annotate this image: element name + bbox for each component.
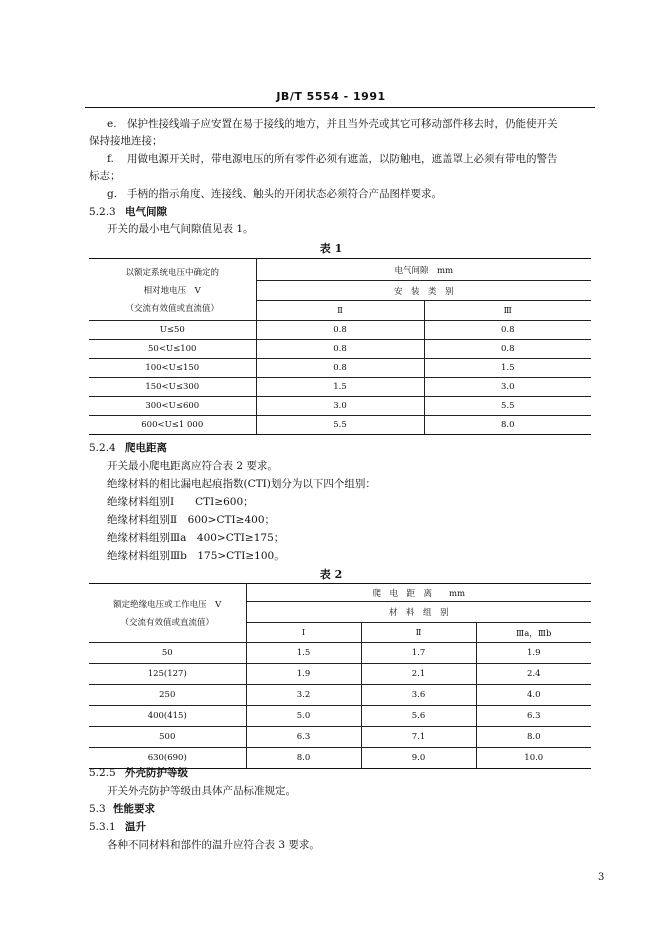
table2-sub-header: 材 料 组 别 bbox=[246, 602, 591, 623]
table2-cell: 2.1 bbox=[361, 664, 476, 685]
section-5-2-4-line6: 绝缘材料组别Ⅲb 175>CTI≥100。 bbox=[107, 550, 285, 562]
section-5-3-1-title: 温升 bbox=[125, 821, 146, 833]
section-5-3-1-text: 各种不同材料和部件的温升应符合表 3 要求。 bbox=[107, 839, 320, 851]
header-rule bbox=[85, 107, 595, 108]
table2-row-header bbox=[89, 584, 246, 643]
section-5-2-3-title: 电气间隙 bbox=[125, 206, 167, 218]
section-5-2-4-line1: 开关最小爬电距离应符合表 2 要求。 bbox=[107, 460, 278, 472]
section-5-2-4-line4: 绝缘材料组别Ⅱ 600>CTI≥400； bbox=[107, 514, 275, 526]
item-e-line2: 保持接地连接； bbox=[89, 135, 163, 147]
table1-caption: 表 1 bbox=[319, 242, 343, 255]
table1-cell: 0.8 bbox=[256, 340, 424, 359]
table2-col-header-ii: Ⅱ bbox=[361, 623, 476, 643]
section-5-2-4-number: 5.2.4 bbox=[89, 442, 116, 454]
table1-cell: 0.8 bbox=[256, 321, 424, 340]
table2 bbox=[89, 583, 591, 769]
table1-group-header: 电气间隙 mm bbox=[256, 259, 591, 281]
table-row bbox=[89, 397, 591, 416]
table1-row-header bbox=[89, 259, 256, 321]
table-row bbox=[89, 643, 591, 664]
table2-cell: 5.0 bbox=[246, 706, 361, 727]
section-5-3-1-number: 5.3.1 bbox=[89, 821, 116, 833]
table1-col-header-iii: Ⅲ bbox=[424, 301, 591, 321]
table2-row-label: 250 bbox=[89, 685, 246, 706]
table2-cell: 1.5 bbox=[246, 643, 361, 664]
table2-row-label: 400(415) bbox=[89, 706, 246, 727]
table1-row-label: 300<U≤600 bbox=[89, 397, 256, 416]
table1-row-header-line3: （交流有效值或直流值） bbox=[125, 303, 219, 314]
table1-cell: 8.0 bbox=[424, 416, 591, 435]
table2-col-header-i: Ⅰ bbox=[246, 623, 361, 643]
table1-row-label: 100<U≤150 bbox=[89, 359, 256, 378]
item-g-label: g. bbox=[107, 188, 118, 200]
table1-row-label: 50<U≤100 bbox=[89, 340, 256, 359]
section-5-2-5-text: 开关外壳防护等级由具体产品标准规定。 bbox=[107, 785, 296, 797]
page-number: 3 bbox=[598, 872, 605, 883]
table1-sub-header: 安 装 类 别 bbox=[256, 281, 591, 301]
table1-cell: 5.5 bbox=[256, 416, 424, 435]
table2-row-label: 50 bbox=[89, 643, 246, 664]
table-row bbox=[89, 685, 591, 706]
table2-row-label: 125(127) bbox=[89, 664, 246, 685]
table1-row-header-line1: 以额定系统电压中确定的 bbox=[125, 267, 219, 278]
table1-cell: 0.8 bbox=[256, 359, 424, 378]
item-f-line1: 用做电源开关时，带电源电压的所有零件必须有遮盖，以防触电，遮盖罩上必须有带电的警告 bbox=[127, 153, 558, 165]
table2-cell: 7.1 bbox=[361, 727, 476, 748]
item-g-line1: 手柄的指示角度、连接线、触头的开闭状态必须符合产品图样要求。 bbox=[127, 188, 442, 200]
table-row bbox=[89, 727, 591, 748]
table2-row-label: 500 bbox=[89, 727, 246, 748]
table2-cell: 3.6 bbox=[361, 685, 476, 706]
table2-cell: 2.4 bbox=[476, 664, 591, 685]
table-row bbox=[89, 378, 591, 397]
table1-row-label: U≤50 bbox=[89, 321, 256, 340]
table1-row-label: 150<U≤300 bbox=[89, 378, 256, 397]
table1-col-header-ii: Ⅱ bbox=[256, 301, 424, 321]
table1-cell: 0.8 bbox=[424, 321, 591, 340]
table-row bbox=[89, 664, 591, 685]
table1-cell: 1.5 bbox=[256, 378, 424, 397]
table2-cell: 10.0 bbox=[476, 748, 591, 769]
table2-cell: 8.0 bbox=[246, 748, 361, 769]
section-5-2-5-title: 外壳防护等级 bbox=[125, 767, 188, 779]
table-row bbox=[89, 321, 591, 340]
table2-cell: 8.0 bbox=[476, 727, 591, 748]
item-e-label: e. bbox=[107, 118, 117, 130]
item-e-line1: 保护性接线端子应安置在易于接线的地方，并且当外壳或其它可移动部件移去时，仍能使开关 bbox=[127, 118, 558, 130]
table1-cell: 0.8 bbox=[424, 340, 591, 359]
section-5-2-5-number: 5.2.5 bbox=[89, 767, 116, 779]
table1-cell: 3.0 bbox=[424, 378, 591, 397]
document-header: JB/T 5554 - 1991 bbox=[276, 90, 386, 103]
section-5-2-4-line5: 绝缘材料组别Ⅲa 400>CTI≥175； bbox=[107, 532, 285, 544]
table1-cell: 1.5 bbox=[424, 359, 591, 378]
section-5-2-4-line3: 绝缘材料组别Ⅰ CTI≥600； bbox=[107, 496, 254, 508]
table2-col-header-iii: Ⅲa，Ⅲb bbox=[476, 623, 591, 643]
table2-row-label: 630(690) bbox=[89, 748, 246, 769]
table2-cell: 6.3 bbox=[246, 727, 361, 748]
table2-cell: 1.7 bbox=[361, 643, 476, 664]
table2-cell: 4.0 bbox=[476, 685, 591, 706]
section-5-3-title: 性能要求 bbox=[113, 803, 155, 815]
table-row bbox=[89, 359, 591, 378]
item-f-line2: 标志； bbox=[89, 170, 121, 182]
table2-cell: 6.3 bbox=[476, 706, 591, 727]
table-row bbox=[89, 340, 591, 359]
table1-row-label: 600<U≤1 000 bbox=[89, 416, 256, 435]
table2-row-header-line1: 额定绝缘电压或工作电压 V bbox=[113, 600, 222, 610]
table2-caption: 表 2 bbox=[319, 568, 343, 581]
table2-cell: 9.0 bbox=[361, 748, 476, 769]
table1-row-header-line2: 相对地电压 V bbox=[143, 285, 201, 296]
table2-cell: 1.9 bbox=[246, 664, 361, 685]
table2-cell: 5.6 bbox=[361, 706, 476, 727]
section-5-2-4-title: 爬电距离 bbox=[125, 442, 167, 454]
table2-group-header: 爬 电 距 离 mm bbox=[246, 584, 591, 602]
table1-cell: 3.0 bbox=[256, 397, 424, 416]
table2-cell: 1.9 bbox=[476, 643, 591, 664]
section-5-3-number: 5.3 bbox=[89, 803, 106, 815]
table2-row-header-line2: （交流有效值或直流值） bbox=[120, 618, 214, 628]
item-f-label: f. bbox=[107, 153, 114, 165]
table1 bbox=[89, 258, 591, 435]
table2-cell: 3.2 bbox=[246, 685, 361, 706]
table-row bbox=[89, 416, 591, 435]
section-5-2-3-text: 开关的最小电气间隙值见表 1。 bbox=[107, 223, 254, 235]
table-row bbox=[89, 706, 591, 727]
section-5-2-3-number: 5.2.3 bbox=[89, 206, 116, 218]
section-5-2-4-line2: 绝缘材料的相比漏电起痕指数(CTI)划分为以下四个组别： bbox=[107, 478, 376, 490]
table1-cell: 5.5 bbox=[424, 397, 591, 416]
